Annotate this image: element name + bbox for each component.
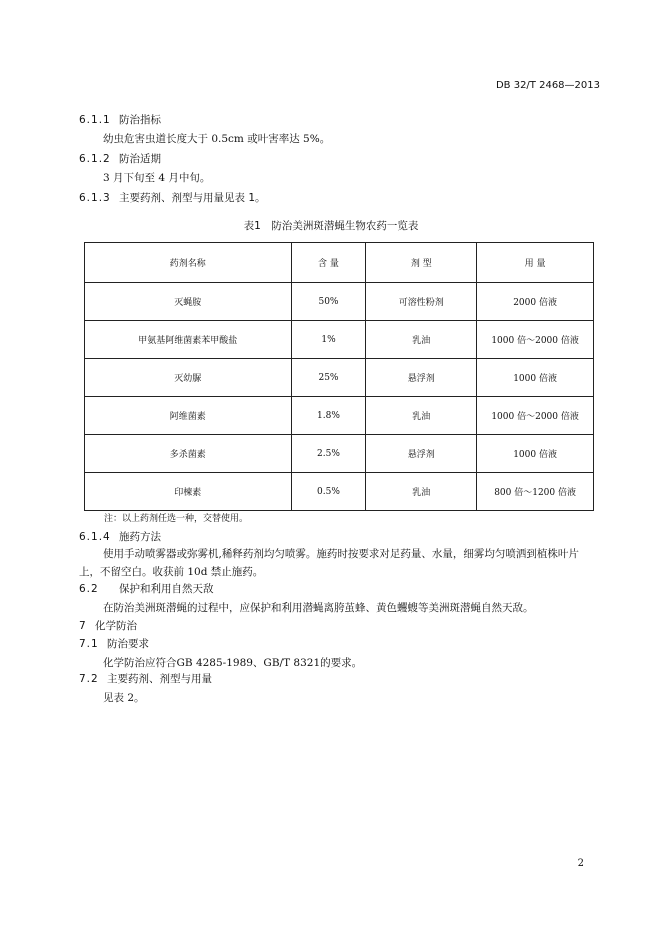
section-title: 保护和利用自然天敌 — [119, 583, 214, 595]
section-title: 施药方法 — [119, 531, 161, 543]
table-cell: 1000 倍液 — [477, 359, 594, 397]
section-number: 6.2 — [79, 583, 99, 595]
heading-6-1-1 — [79, 112, 161, 127]
table-row — [85, 321, 594, 359]
paragraph-6-2: 在防治美洲斑潜蝇的过程中，应保护和利用潜蝇离胯茧蜂、黄色蠼螋等美洲斑潜蝇自然天敌。 — [103, 602, 534, 614]
section-number: 7.2 — [79, 673, 99, 685]
document-code: DB 32/T 2468—2013 — [495, 80, 600, 91]
header-cell: 剂 型 — [366, 243, 477, 283]
heading-7-2 — [79, 671, 212, 686]
table-cell: 灭幼脲 — [85, 359, 292, 397]
table-cell: 50% — [291, 283, 366, 321]
paragraph-6-1-2: 3 月下旬至 4 月中旬。 — [103, 172, 211, 184]
section-title: 防治指标 — [119, 114, 161, 126]
header-cell: 含 量 — [291, 243, 366, 283]
section-title: 主要药剂、剂型与用量 — [107, 673, 212, 685]
table-row — [85, 473, 594, 511]
table-cell: 阿维菌素 — [85, 397, 292, 435]
section-number: 6.1.3 — [79, 192, 111, 204]
table-row — [85, 397, 594, 435]
heading-6-1-4 — [79, 529, 161, 544]
table-cell: 乳油 — [366, 397, 477, 435]
table-cell: 甲氨基阿维菌素苯甲酸盐 — [85, 321, 292, 359]
heading-7 — [79, 618, 137, 633]
table-cell: 1000 倍～2000 倍液 — [477, 397, 594, 435]
table-cell: 1000 倍～2000 倍液 — [477, 321, 594, 359]
table-row — [85, 283, 594, 321]
heading-6-1-3 — [79, 190, 266, 205]
table-cell: 2000 倍液 — [477, 283, 594, 321]
table-row — [85, 435, 594, 473]
section-number: 7.1 — [79, 638, 99, 650]
table-cell: 悬浮剂 — [366, 435, 477, 473]
heading-6-2 — [79, 581, 214, 596]
pesticide-table — [84, 242, 594, 511]
page-number: 2 — [577, 858, 584, 869]
table-row — [85, 359, 594, 397]
table-cell: 0.5% — [291, 473, 366, 511]
paragraph-6-1-4: 使用手动喷雾器或弥雾机,稀释药剂均匀喷雾。施药时按要求对足药量、水量，细雾均匀喷洒到植株叶片上，不留空白。收获前 10d 禁止施药。 — [79, 548, 579, 578]
heading-7-1 — [79, 636, 149, 651]
paragraph-7-1: 化学防治应符合GB 4285-1989、GB/T 8321的要求。 — [103, 657, 363, 669]
paragraph-7-2: 见表 2。 — [103, 692, 145, 704]
table-caption: 表1 防治美洲斑潜蝇生物农药一览表 — [243, 220, 419, 232]
section-title: 主要药剂、剂型与用量见表 1。 — [119, 192, 266, 204]
table-cell: 1000 倍液 — [477, 435, 594, 473]
section-number: 6.1.4 — [79, 531, 111, 543]
section-number: 6.1.2 — [79, 153, 111, 165]
table-cell: 乳油 — [366, 321, 477, 359]
section-number: 7 — [79, 620, 87, 632]
table-cell: 灭蝇胺 — [85, 283, 292, 321]
table-cell: 1.8% — [291, 397, 366, 435]
table-cell: 800 倍～1200 倍液 — [477, 473, 594, 511]
table-note: 注：以上药剂任选一种，交替使用。 — [104, 514, 249, 524]
header-cell: 药剂名称 — [85, 243, 292, 283]
table-cell: 多杀菌素 — [85, 435, 292, 473]
table-cell: 25% — [291, 359, 366, 397]
section-number: 6.1.1 — [79, 114, 111, 126]
table-cell: 2.5% — [291, 435, 366, 473]
table-cell: 悬浮剂 — [366, 359, 477, 397]
paragraph-6-1-1: 幼虫危害虫道长度大于 0.5cm 或叶害率达 5%。 — [103, 133, 331, 145]
table-cell: 乳油 — [366, 473, 477, 511]
table-cell: 可溶性粉剂 — [366, 283, 477, 321]
table-header-row — [85, 243, 594, 283]
heading-6-1-2 — [79, 151, 161, 166]
table-cell: 1% — [291, 321, 366, 359]
section-title: 化学防治 — [95, 620, 137, 632]
header-cell: 用 量 — [477, 243, 594, 283]
table-cell: 印楝素 — [85, 473, 292, 511]
section-title: 防治适期 — [119, 153, 161, 165]
section-title: 防治要求 — [107, 638, 149, 650]
